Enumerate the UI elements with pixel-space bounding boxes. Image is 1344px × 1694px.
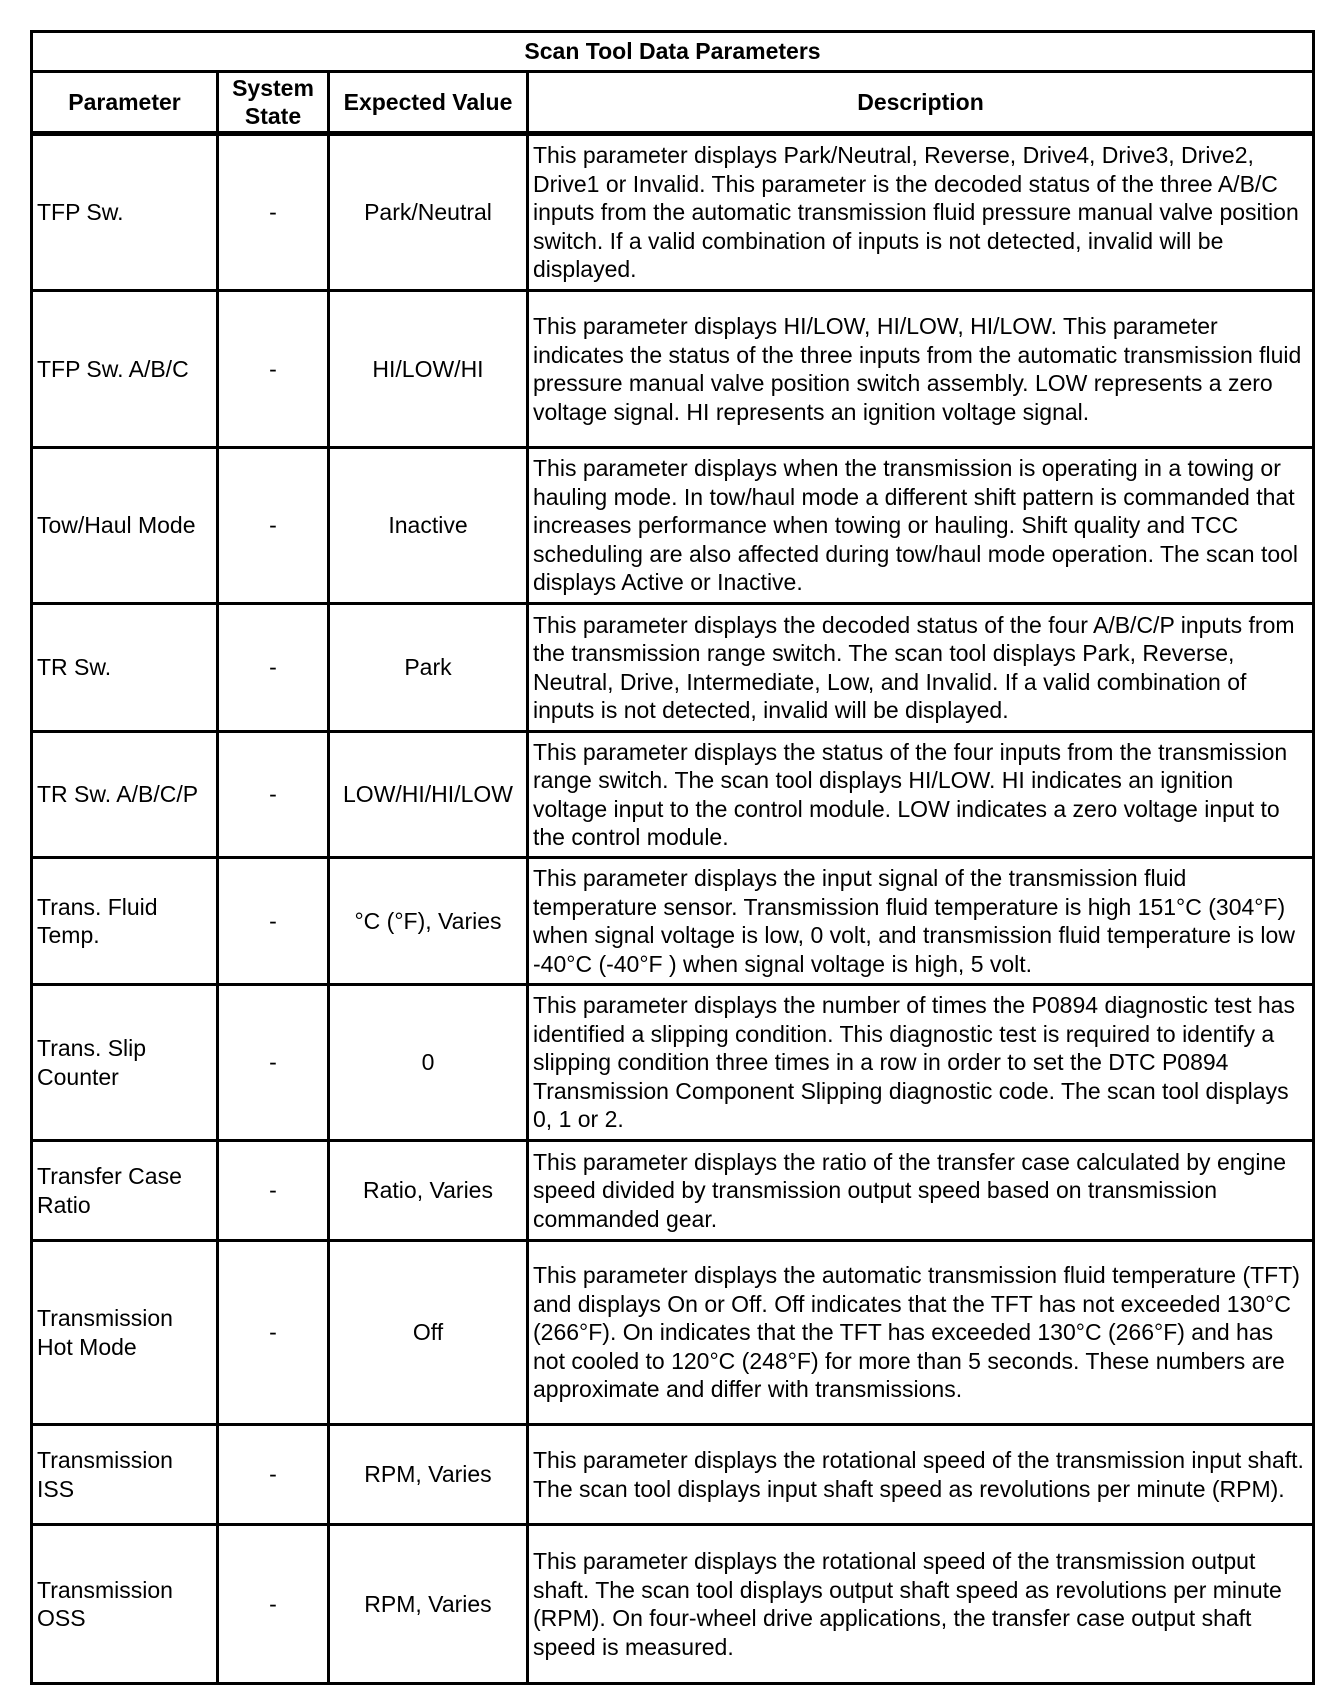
parameter-cell: TR Sw. (32, 604, 218, 732)
description-cell: This parameter displays when the transmission is operating in a towing or hauling mode. In tow/haul mode a different shift pattern is commanded that increases performance when towing or hauling. Shift quality and TCC scheduling are also affected during tow/haul mode operation. The scan tool displays Active or Inactive. (528, 448, 1314, 604)
expected-value-cell: RPM, Varies (329, 1525, 528, 1684)
description-cell: This parameter displays the automatic transmission fluid temperature (TFT) and displays On or Off. Off indicates that the TFT has not exceeded 130°C (266°F). On indicates that the TFT has exceeded 130°C (266°F) and has not cooled to 120°C (248°F) for more than 5 seconds. These numbers are approximate and differ with transmissions. (528, 1241, 1314, 1425)
table-row (32, 604, 1314, 732)
table-row (32, 134, 1314, 291)
system-state-cell: - (218, 604, 329, 732)
parameter-cell: Tow/Haul Mode (32, 448, 218, 604)
system-state-cell: - (218, 985, 329, 1141)
table-row (32, 291, 1314, 448)
system-state-cell: - (218, 858, 329, 985)
description-cell: This parameter displays the number of times the P0894 diagnostic test has identified a slipping condition. This diagnostic test is required to identify a slipping condition three times in a row in order to set the DTC P0894 Transmission Component Slipping diagnostic code. The scan tool displays 0, 1 or 2. (528, 985, 1314, 1141)
table-row (32, 985, 1314, 1141)
parameter-cell: Trans. Slip Counter (32, 985, 218, 1141)
system-state-cell: - (218, 134, 329, 291)
table-row (32, 1141, 1314, 1241)
header-system-state: System State (218, 72, 329, 134)
system-state-cell: - (218, 1425, 329, 1525)
expected-value-cell: LOW/HI/HI/LOW (329, 732, 528, 858)
system-state-cell: - (218, 1525, 329, 1684)
header-description: Description (528, 72, 1314, 134)
description-cell: This parameter displays the ratio of the transfer case calculated by engine speed divided by transmission output speed based on transmission commanded gear. (528, 1141, 1314, 1241)
parameter-cell: Transmission OSS (32, 1525, 218, 1684)
system-state-cell: - (218, 448, 329, 604)
system-state-cell: - (218, 732, 329, 858)
table-row (32, 1425, 1314, 1525)
parameter-cell: Trans. Fluid Temp. (32, 858, 218, 985)
description-cell: This parameter displays HI/LOW, HI/LOW, HI/LOW. This parameter indicates the status of the three inputs from the automatic transmission fluid pressure manual valve position switch assembly. LOW represents a zero voltage signal. HI represents an ignition voltage signal. (528, 291, 1314, 448)
header-expected-value: Expected Value (329, 72, 528, 134)
parameter-cell: TR Sw. A/B/C/P (32, 732, 218, 858)
table-row (32, 732, 1314, 858)
parameter-cell: TFP Sw. (32, 134, 218, 291)
system-state-cell: - (218, 1141, 329, 1241)
table-row (32, 1241, 1314, 1425)
parameter-cell: Transmission ISS (32, 1425, 218, 1525)
table-title: Scan Tool Data Parameters (32, 32, 1314, 72)
expected-value-cell: 0 (329, 985, 528, 1141)
description-cell: This parameter displays the status of the four inputs from the transmission range switch. The scan tool displays HI/LOW. HI indicates an ignition voltage input to the control module. LOW indicates a zero voltage input to the control module. (528, 732, 1314, 858)
expected-value-cell: Ratio, Varies (329, 1141, 528, 1241)
expected-value-cell: RPM, Varies (329, 1425, 528, 1525)
header-parameter: Parameter (32, 72, 218, 134)
parameter-cell: Transmission Hot Mode (32, 1241, 218, 1425)
expected-value-cell: HI/LOW/HI (329, 291, 528, 448)
description-cell: This parameter displays the rotational speed of the transmission output shaft. The scan tool displays output shaft speed as revolutions per minute (RPM). On four-wheel drive applications, the transfer case output shaft speed is measured. (528, 1525, 1314, 1684)
expected-value-cell: °C (°F), Varies (329, 858, 528, 985)
scan-tool-data-table (30, 30, 1315, 1685)
description-cell: This parameter displays the input signal of the transmission fluid temperature sensor. Transmission fluid temperature is high 151°C (304°F) when signal voltage is low, 0 volt, and transmission fluid temperature is low -40°C (-40°F ) when signal voltage is high, 5 volt. (528, 858, 1314, 985)
expected-value-cell: Inactive (329, 448, 528, 604)
table-row (32, 858, 1314, 985)
description-cell: This parameter displays the rotational speed of the transmission input shaft. The scan tool displays input shaft speed as revolutions per minute (RPM). (528, 1425, 1314, 1525)
table-row (32, 1525, 1314, 1684)
expected-value-cell: Park/Neutral (329, 134, 528, 291)
table-row (32, 448, 1314, 604)
parameter-cell: Transfer Case Ratio (32, 1141, 218, 1241)
expected-value-cell: Off (329, 1241, 528, 1425)
expected-value-cell: Park (329, 604, 528, 732)
system-state-cell: - (218, 1241, 329, 1425)
description-cell: This parameter displays the decoded status of the four A/B/C/P inputs from the transmission range switch. The scan tool displays Park, Reverse, Neutral, Drive, Intermediate, Low, and Invalid. If a valid combination of inputs is not detected, invalid will be displayed. (528, 604, 1314, 732)
parameter-cell: TFP Sw. A/B/C (32, 291, 218, 448)
system-state-cell: - (218, 291, 329, 448)
description-cell: This parameter displays Park/Neutral, Reverse, Drive4, Drive3, Drive2, Drive1 or Invalid. This parameter is the decoded status of the three A/B/C inputs from the automatic transmission fluid pressure manual valve position switch. If a valid combination of inputs is not detected, invalid will be displayed. (528, 134, 1314, 291)
